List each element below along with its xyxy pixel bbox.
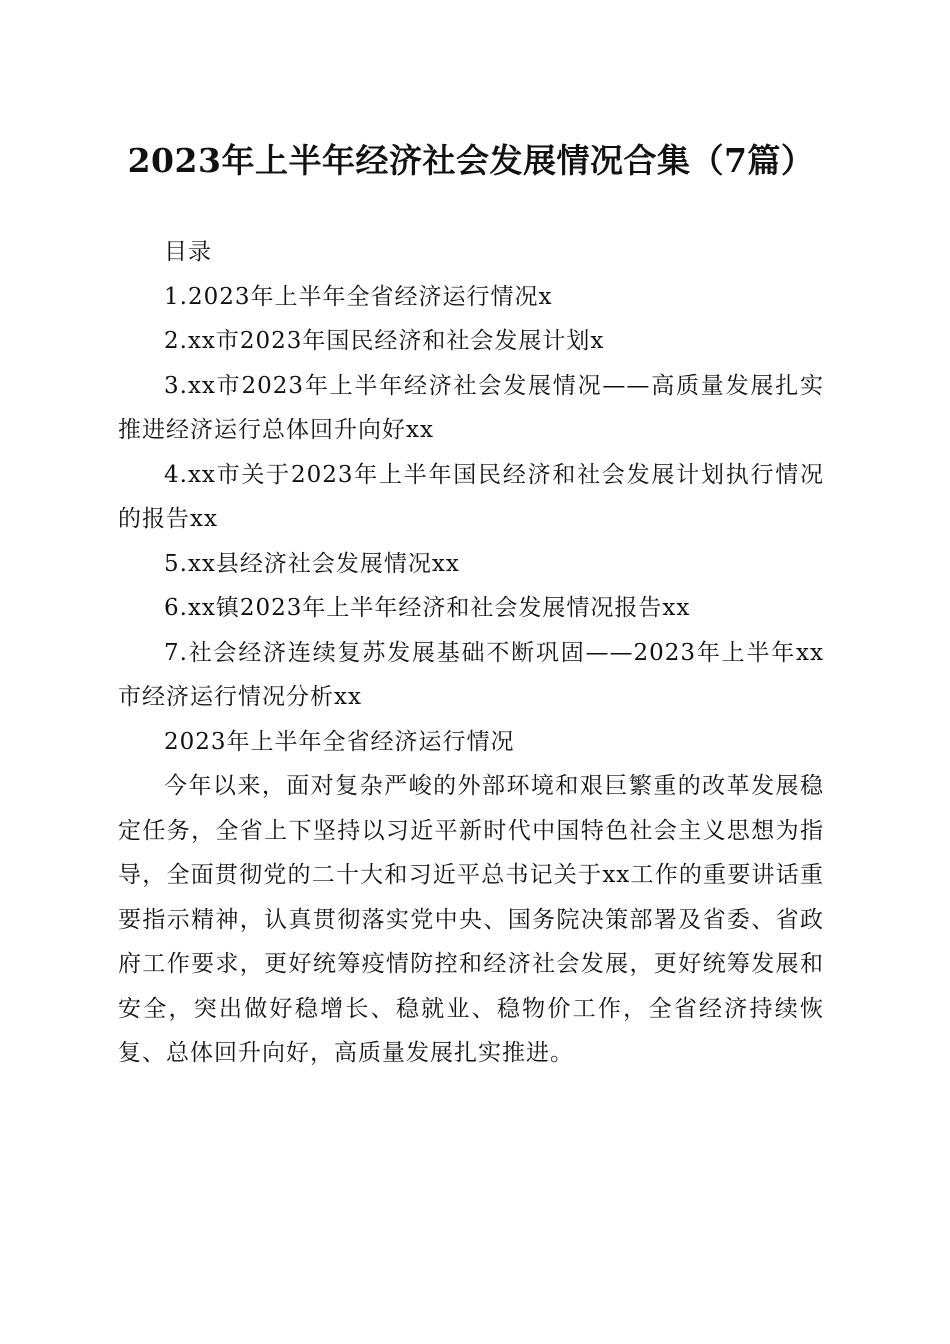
- body-paragraph: 今年以来，面对复杂严峻的外部环境和艰巨繁重的改革发展稳定任务，全省上下坚持以习近平新时代中国特色社会主义思想为指导，全面贯彻党的二十大和习近平总书记关于xx工作的重要讲话重要指示精神，认真贯彻落实党中央、国务院决策部署及省委、省政府工作要求，更好统筹疫情防控和经济社会发展，更好统筹发展和安全，突出做好稳增长、稳就业、稳物价工作，全省经济持续恢复、总体回升向好，高质量发展扎实推进。: [118, 773, 824, 1066]
- toc-item: 2.xx市2023年国民经济和社会发展计划x: [164, 328, 605, 354]
- section-heading: 2023年上半年全省经济运行情况: [164, 728, 515, 755]
- document-title: 2023年上半年经济社会发展情况合集（7篇）: [127, 141, 815, 180]
- toc-heading: 目录: [164, 239, 212, 265]
- document-body: [118, 230, 824, 1076]
- toc-item: 1.2023年上半年全省经济运行情况x: [164, 283, 553, 310]
- toc-item: 4.xx市关于2023年上半年国民经济和社会发展计划执行情况的报告xx: [118, 461, 824, 532]
- toc-item: 3.xx市2023年上半年经济社会发展情况——高质量发展扎实推进经济运行总体回升向好xx: [118, 372, 824, 443]
- toc-item: 5.xx县经济社会发展情况xx: [164, 550, 460, 577]
- document-page: [118, 0, 824, 1344]
- toc-item: 7.社会经济连续复苏发展基础不断巩固——2023年上半年xx市经济运行情况分析xx: [118, 639, 824, 710]
- toc-item: 6.xx镇2023年上半年经济和社会发展情况报告xx: [164, 595, 691, 621]
